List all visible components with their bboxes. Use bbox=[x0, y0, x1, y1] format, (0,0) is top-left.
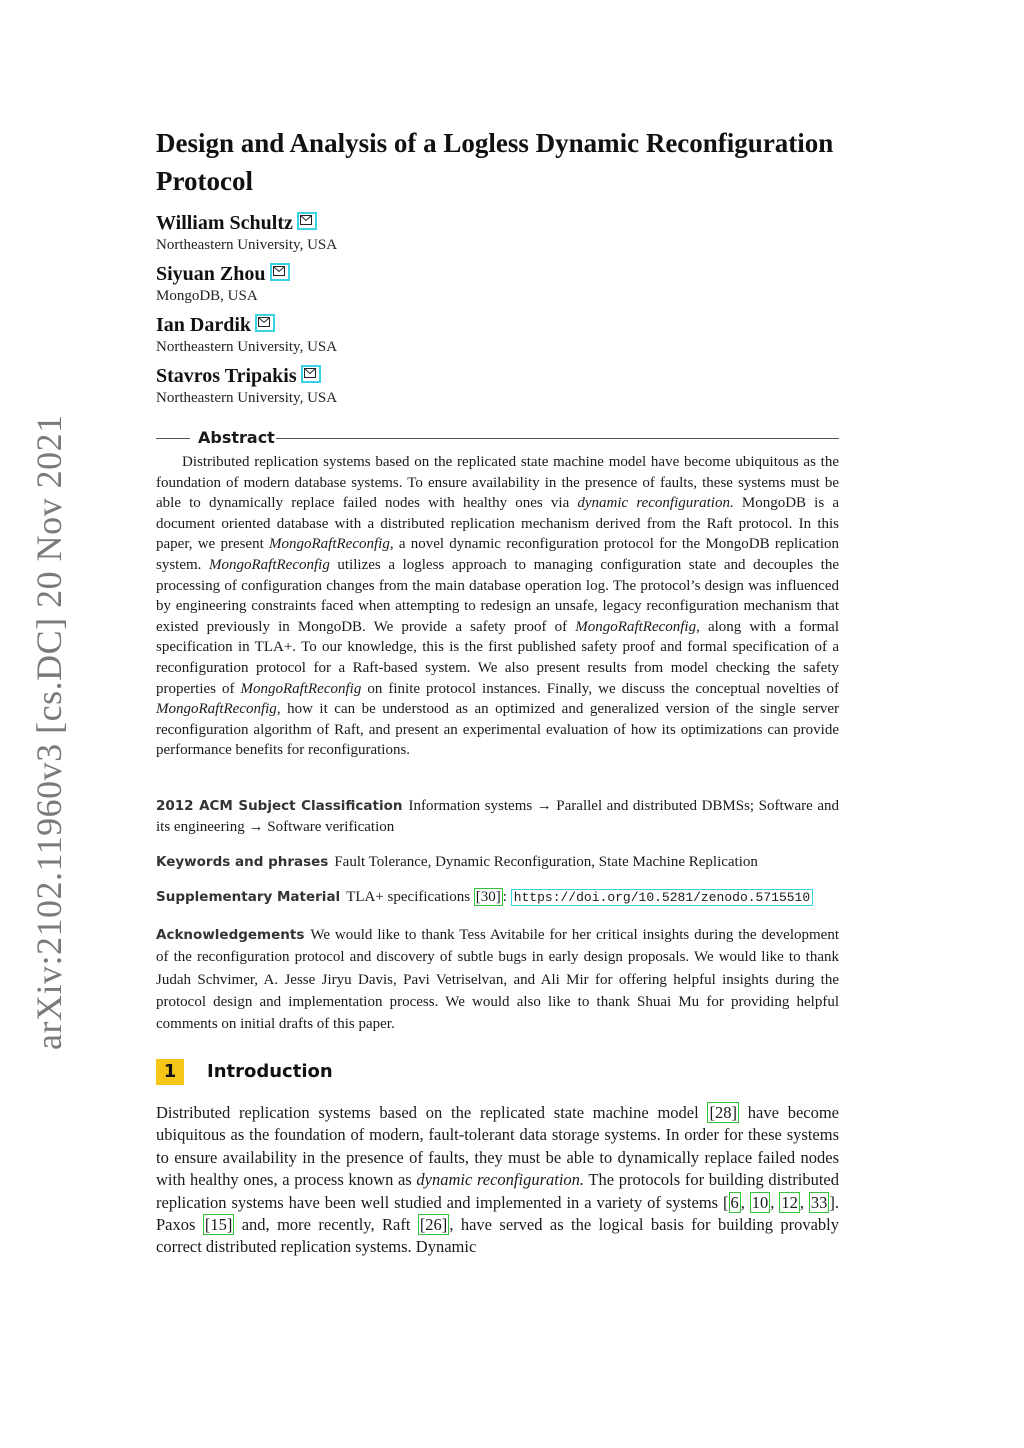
author-name: Ian Dardik bbox=[156, 313, 337, 337]
abstract-rule-right bbox=[276, 438, 839, 439]
author-name: Siyuan Zhou bbox=[156, 262, 290, 286]
citation-link[interactable]: [28] bbox=[709, 1103, 737, 1122]
arxiv-identifier-stamp: arXiv:2102.11960v3 [cs.DC] 20 Nov 2021 bbox=[29, 414, 69, 1050]
author-name: William Schultz bbox=[156, 211, 337, 235]
author-affiliation: MongoDB, USA bbox=[156, 288, 258, 304]
acknowledgements-label: Acknowledgements bbox=[156, 927, 305, 943]
citation-link[interactable]: [15] bbox=[204, 1215, 233, 1235]
email-icon[interactable] bbox=[297, 212, 317, 230]
acknowledgements-text: We would like to thank Tess Avitabile for her critical insights during the development of the reconfiguration protocol and discovery of subtle bugs in early design proposals. We would like to thank Judah Schvimer, A. Jesse Jiryu Davis, Pavi Vetriselvan, and Ali Mir for offering helpful insights during the protocol design and implementation process. We would also like to thank Shuai Mu for providing helpful comments on initial drafts of this paper. bbox=[156, 927, 839, 1033]
section-heading bbox=[156, 1059, 333, 1085]
citation-link[interactable]: 10 bbox=[751, 1192, 769, 1212]
keywords bbox=[156, 852, 839, 873]
email-icon[interactable] bbox=[255, 314, 275, 332]
abstract-header bbox=[156, 428, 839, 448]
author-block bbox=[156, 211, 337, 255]
section-number: 1 bbox=[156, 1059, 184, 1085]
keywords-text: Fault Tolerance, Dynamic Reconfiguration, State Machine Replication bbox=[334, 854, 758, 870]
acm-label: 2012 ACM Subject Classification bbox=[156, 798, 403, 814]
email-icon[interactable] bbox=[270, 263, 290, 281]
author-block bbox=[156, 364, 337, 408]
keywords-label: Keywords and phrases bbox=[156, 854, 329, 870]
author-affiliation: Northeastern University, USA bbox=[156, 390, 338, 406]
citation-link[interactable]: [26] bbox=[419, 1215, 448, 1235]
author-name: Stavros Tripakis bbox=[156, 364, 337, 388]
author-affiliation: Northeastern University, USA bbox=[156, 237, 338, 253]
citation-link[interactable]: [30] bbox=[475, 889, 501, 905]
paper-title: Design and Analysis of a Logless Dynamic Reconfiguration Protocol bbox=[156, 128, 834, 196]
introduction-text: Distributed replication systems based on the replicated state machine model [28] have become ubiquitous as the foundation of modern, fault-tolerant data storage systems. In order for these systems to ensure availability in the presence of faults, they must be able to dynamically replace failed nodes with healthy ones, a process known as dynamic reconfiguration. The protocols for building distributed replication systems have been well studied and implemented in a variety of systems [ 6 , 10 , 12 , 33 ]. Paxos [15] and, more recently, Raft [26] , have served as the logical basis for building provably correct distributed replication systems. Dynamic bbox=[156, 1103, 840, 1257]
supplementary-material: Supplementary Material TLA+ specifications [30] : https://doi.org/10.5281/zenodo.5715510 bbox=[156, 887, 839, 909]
citation-link[interactable]: 6 bbox=[730, 1192, 739, 1212]
acm-text: Information systems → Parallel and distributed DBMSs; Software and its engineering → Software verification bbox=[156, 798, 839, 835]
abstract-text: Distributed replication systems based on the replicated state machine model have become ubiquitous as the foundation of modern database systems. To ensure availability in the presence of faults, these systems must be able to dynamically replace failed nodes with healthy ones via dynamic reconfiguration. MongoDB is a document oriented database with a distributed replication mechanism derived from the Raft protocol. In this paper, we present MongoRaftReconfig, a novel dynamic reconfiguration protocol for the MongoDB replication system. MongoRaftReconfig utilizes a logless approach to managing configuration state and decouples the processing of configuration changes from the main database operation log. The protocol’s design was influenced by engineering constraints faced when attempting to redesign an unsafe, legacy reconfiguration mechanism that existed previously in MongoDB. We provide a safety proof of MongoRaftReconfig, along with a formal specification in TLA+. To our knowledge, this is the first published safety proof and formal specification of a reconfiguration protocol for a Raft-based system. We also present results from model checking the safety properties of MongoRaftReconfig on finite protocol instances. Finally, we discuss the conceptual novelties of MongoRaftReconfig, how it can be understood as an optimized and generalized version of the single server reconfiguration algorithm of Raft, and present an experimental evaluation of how its optimizations can provide performance benefits for reconfigurations. bbox=[156, 454, 840, 759]
email-icon[interactable] bbox=[301, 365, 321, 383]
section-title: Introduction bbox=[207, 1061, 333, 1082]
acknowledgements bbox=[156, 924, 839, 1035]
author-affiliation: Northeastern University, USA bbox=[156, 339, 338, 355]
author-block bbox=[156, 313, 337, 357]
abstract-rule-left bbox=[156, 438, 190, 439]
acm-classification bbox=[156, 796, 839, 837]
citation-link[interactable]: 12 bbox=[781, 1192, 798, 1212]
abstract-heading: Abstract bbox=[198, 428, 275, 447]
author-block bbox=[156, 262, 290, 306]
citation-link[interactable]: 33 bbox=[810, 1192, 828, 1212]
supplementary-label: Supplementary Material bbox=[156, 889, 341, 905]
doi-link[interactable]: https://doi.org/10.5281/zenodo.5715510 bbox=[511, 889, 813, 906]
